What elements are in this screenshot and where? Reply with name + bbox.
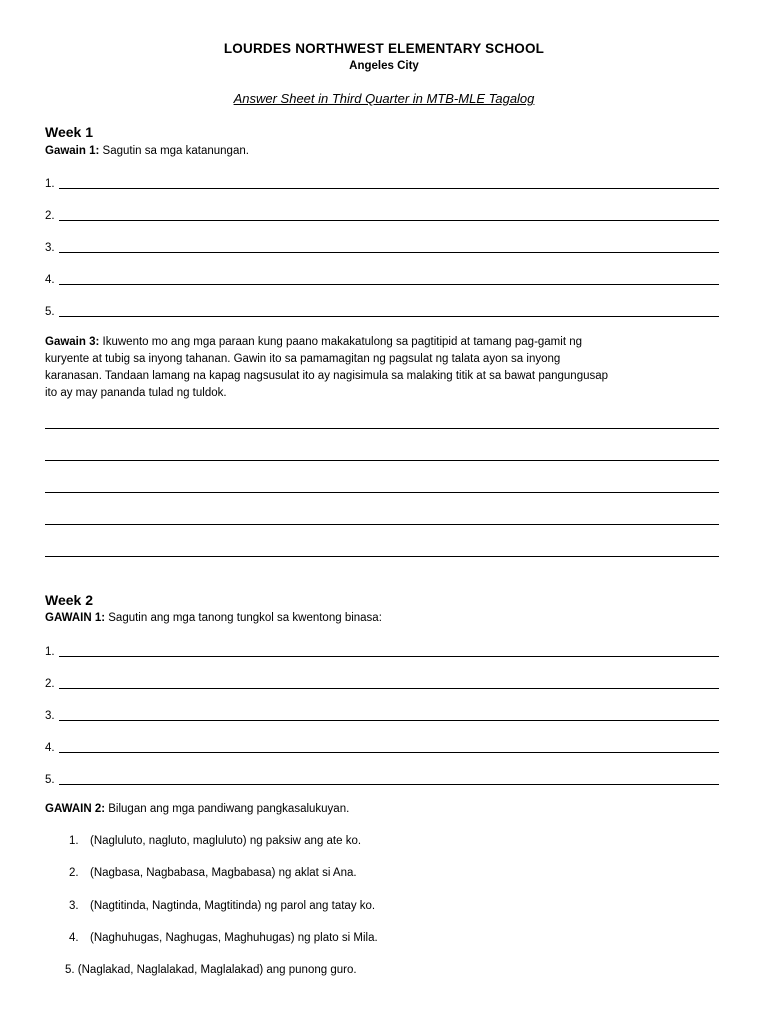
answer-rule	[59, 720, 719, 721]
week2-gawain2-text: Bilugan ang mga pandiwang pangkasalukuyan.	[105, 803, 350, 815]
week1-gawain3-label: Gawain 3:	[45, 336, 100, 348]
gawain3-line-4: ito ay may pananda tulad ng tuldok.	[45, 387, 227, 399]
week1-gawain1-label: Gawain 1:	[45, 145, 100, 157]
answer-number: 5.	[45, 774, 55, 786]
gawain3-line-3: karanasan. Tandaan lamang na kapag nagsusulat ito ay nagisimula sa malaking titik at sa bawat pangungusap	[45, 370, 609, 382]
week2-gawain1-text: Sagutin ang mga tanong tungkol sa kwentong binasa:	[105, 612, 382, 624]
week1-essay-line-2[interactable]	[45, 460, 719, 461]
answer-rule	[59, 688, 719, 689]
gawain3-line-2: kuryente at tubig sa inyong tahanan. Gawin ito sa pamamagitan ng pagsulat ng talata ayon sa inyong	[45, 353, 561, 365]
answer-rule	[59, 752, 719, 753]
answer-number: 1.	[45, 646, 55, 658]
school-city: Angeles City	[349, 60, 419, 72]
school-name: LOURDES NORTHWEST ELEMENTARY SCHOOL	[223, 41, 545, 56]
answer-number: 2.	[45, 210, 55, 222]
week1-answer-line-4[interactable]	[45, 272, 719, 286]
answer-number: 1.	[45, 178, 55, 190]
answer-number: 3.	[45, 710, 55, 722]
week1-answer-line-2[interactable]	[45, 208, 719, 222]
sheet-title: Answer Sheet in Third Quarter in MTB-MLE Tagalog	[233, 91, 535, 106]
week1-essay-line-4[interactable]	[45, 524, 719, 525]
week1-essay-line-3[interactable]	[45, 492, 719, 493]
week2-heading: Week 2	[45, 592, 93, 608]
week1-gawain3-instruction	[45, 334, 719, 402]
week2-answer-line-1[interactable]	[45, 644, 719, 658]
week1-essay-line-5[interactable]	[45, 556, 719, 557]
gawain3-text: Ikuwento mo ang mga paraan kung paano makakatulong sa pagtitipid at tamang pag-gamit ng	[99, 336, 583, 348]
week2-gawain2-instruction	[45, 803, 349, 815]
week1-answer-line-3[interactable]	[45, 240, 719, 254]
item-text: (Nagluluto, nagluto, magluluto) ng paksiw ang ate ko.	[90, 835, 362, 847]
item-number: 1.	[69, 835, 79, 847]
item-text: (Naglakad, Naglalakad, Maglalakad) ang punong guro.	[77, 964, 357, 976]
week2-answer-line-5[interactable]	[45, 772, 719, 786]
gawain2-item-3	[69, 900, 375, 912]
week2-gawain1-instruction	[45, 612, 382, 624]
week2-answer-line-4[interactable]	[45, 740, 719, 754]
answer-rule	[59, 284, 719, 285]
gawain3-line-1	[45, 334, 719, 351]
answer-rule	[59, 656, 719, 657]
week2-answer-line-2[interactable]	[45, 676, 719, 690]
week1-essay-line-1[interactable]	[45, 428, 719, 429]
week1-answer-line-1[interactable]	[45, 176, 719, 190]
item-text: (Nagtitinda, Nagtinda, Magtitinda) ng parol ang tatay ko.	[90, 900, 376, 912]
item-text: (Nagbasa, Nagbabasa, Magbabasa) ng aklat si Ana.	[90, 867, 357, 879]
gawain2-item-5	[65, 964, 357, 976]
gawain2-item-4	[69, 932, 378, 944]
answer-rule	[59, 316, 719, 317]
item-number: 4.	[69, 932, 79, 944]
answer-rule	[59, 784, 719, 785]
week2-answer-line-3[interactable]	[45, 708, 719, 722]
week1-heading: Week 1	[45, 124, 93, 140]
item-number: 3.	[69, 900, 79, 912]
answer-rule	[59, 252, 719, 253]
answer-number: 5.	[45, 306, 55, 318]
answer-rule	[59, 220, 719, 221]
answer-rule	[59, 188, 719, 189]
week2-gawain1-label: GAWAIN 1:	[45, 612, 106, 624]
gawain2-item-2	[69, 867, 357, 879]
week2-gawain2-label: GAWAIN 2:	[45, 803, 106, 815]
answer-number: 3.	[45, 242, 55, 254]
item-number: 2.	[69, 867, 79, 879]
gawain2-item-1	[69, 835, 361, 847]
answer-number: 4.	[45, 274, 55, 286]
week1-answer-line-5[interactable]	[45, 304, 719, 318]
item-number: 5.	[65, 964, 75, 976]
answer-number: 2.	[45, 678, 55, 690]
answer-number: 4.	[45, 742, 55, 754]
week1-gawain1-instruction	[45, 145, 249, 157]
item-text: (Naghuhugas, Naghugas, Maghuhugas) ng plato si Mila.	[90, 932, 378, 944]
week1-gawain1-text: Sagutin sa mga katanungan.	[99, 145, 249, 157]
